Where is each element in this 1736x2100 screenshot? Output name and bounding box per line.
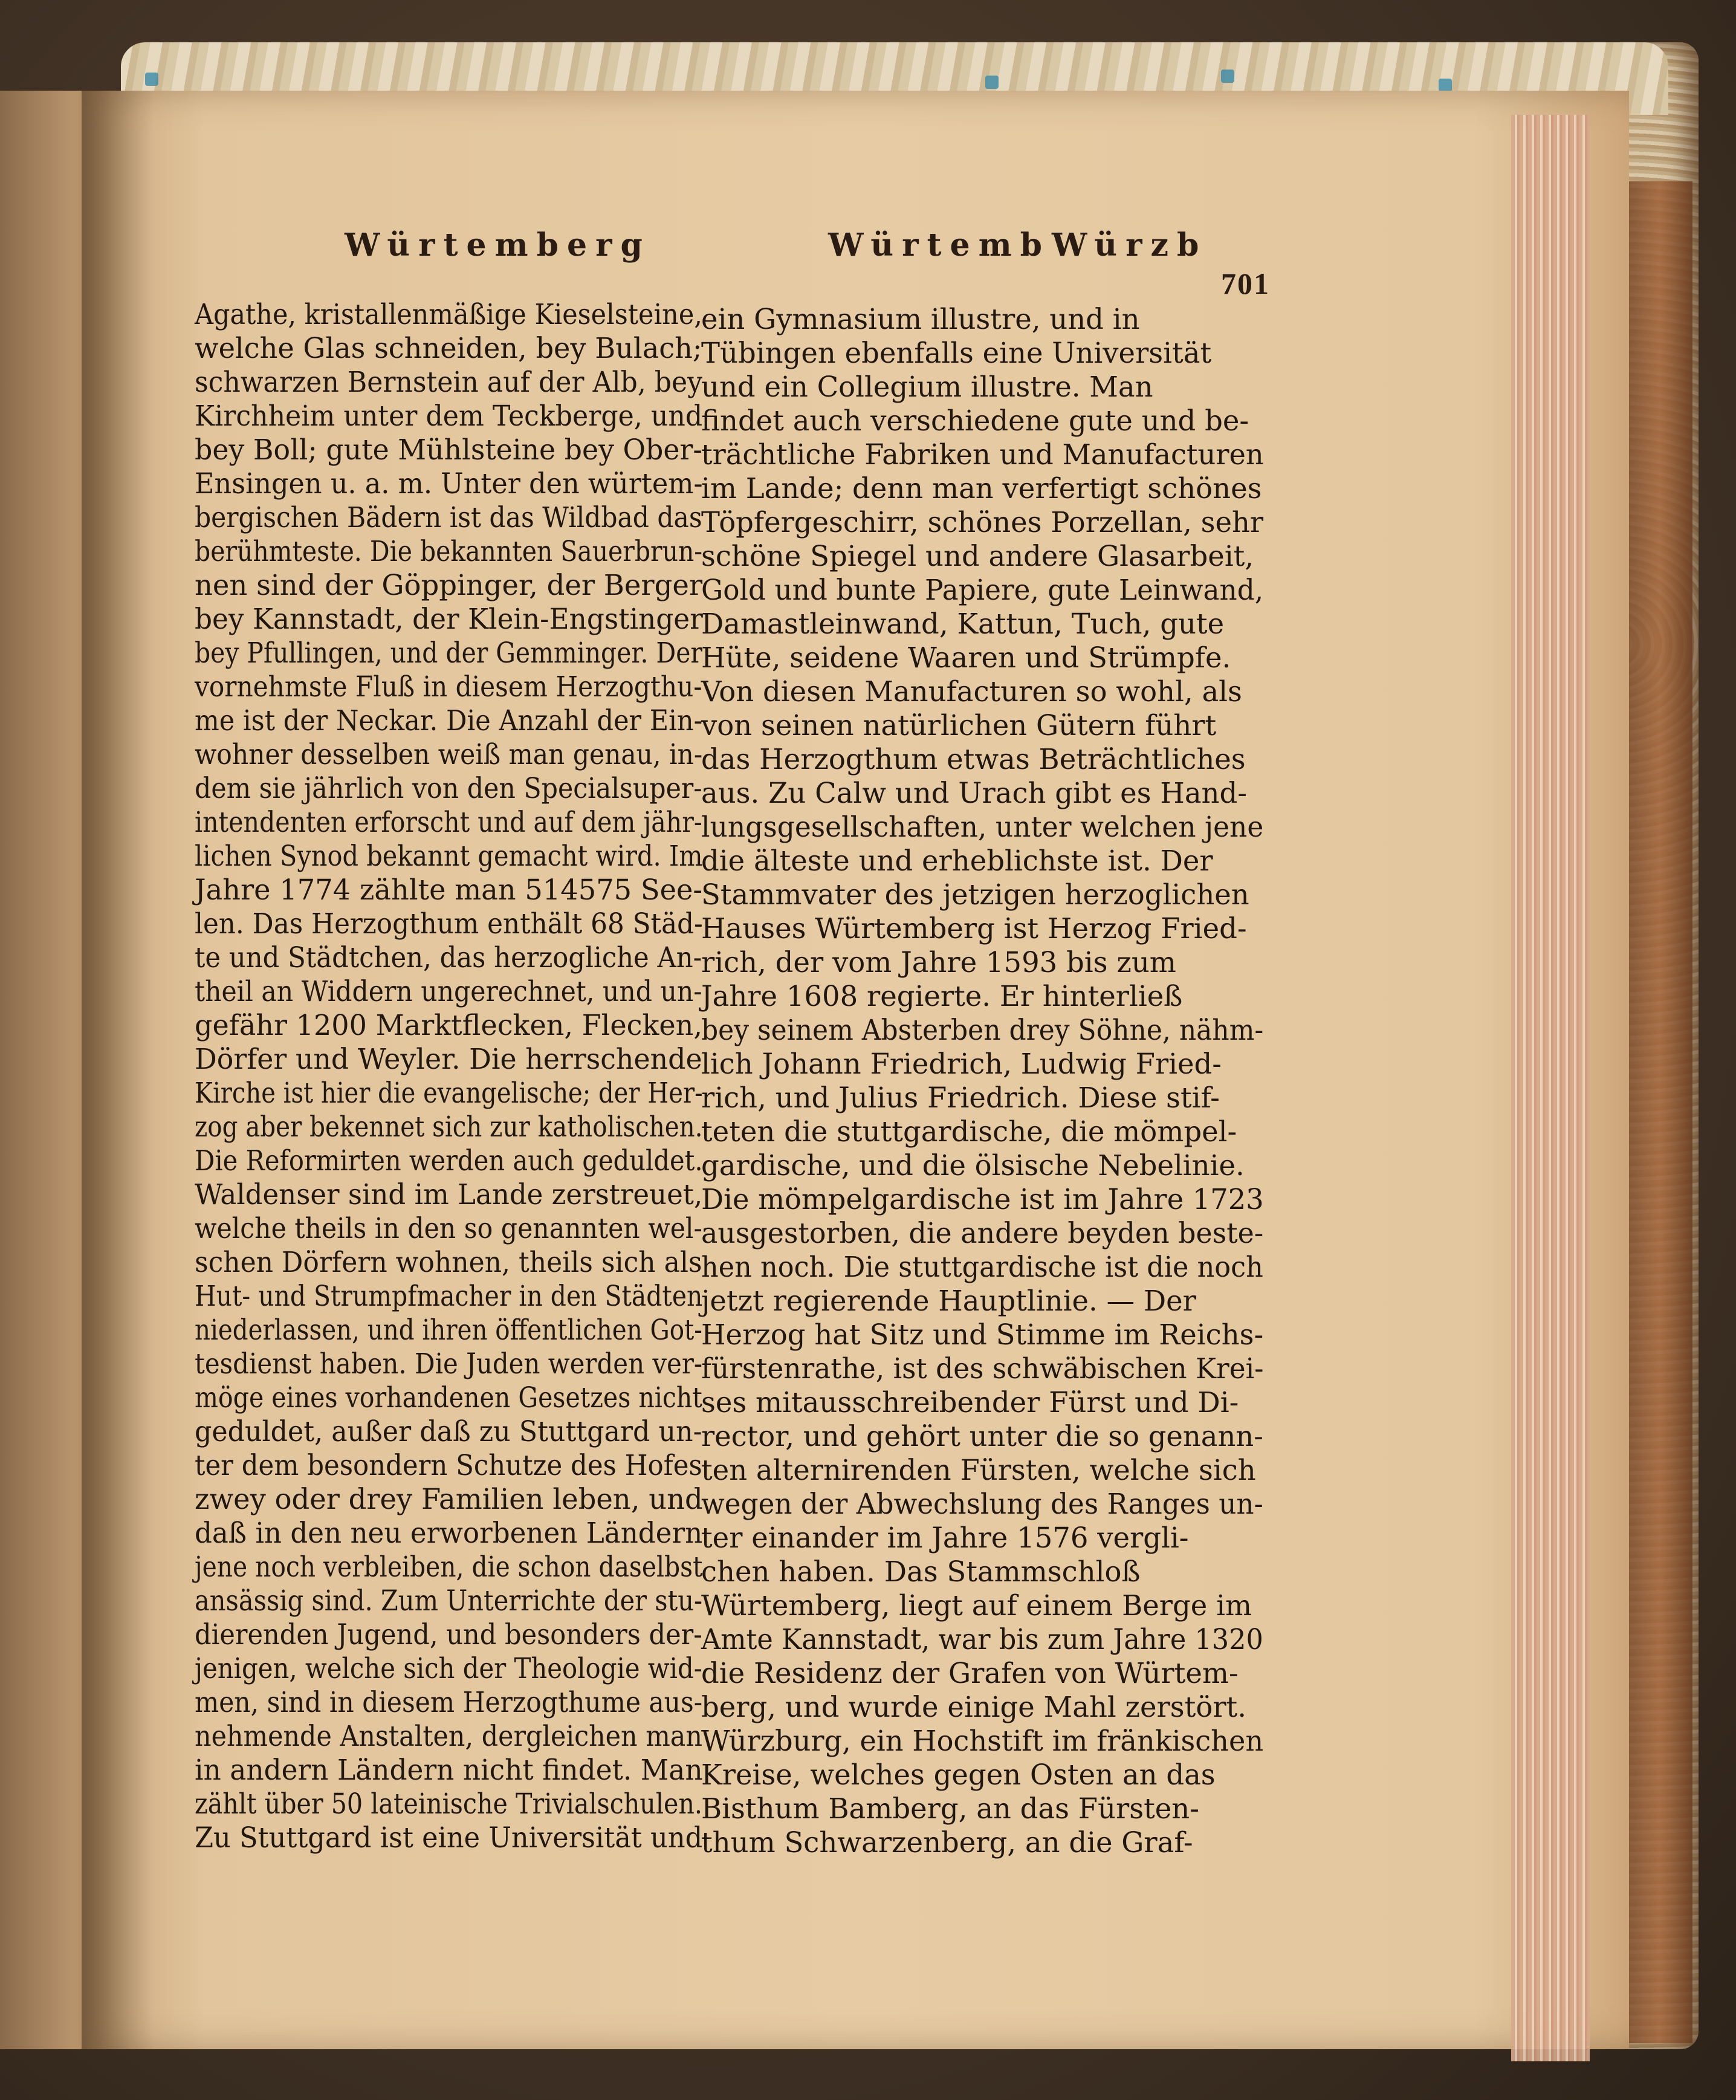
text-line: Bisthum Bamberg, an das Fürsten-	[701, 1792, 1199, 1825]
text-line: fürstenrathe, ist des schwäbischen Krei-	[701, 1352, 1264, 1385]
text-line: Tübingen ebenfalls eine Universität	[701, 337, 1212, 369]
leather-binding	[1626, 181, 1692, 2043]
text-line: ter einander im Jahre 1576 vergli-	[701, 1522, 1189, 1554]
text-line: zwey oder drey Familien leben, und	[195, 1483, 703, 1515]
text-line: die älteste und erheblichste ist. Der	[701, 844, 1213, 877]
text-line: daß in den neu erworbenen Ländern	[195, 1517, 703, 1549]
text-line: Gold und bunte Papiere, gute Leinwand,	[701, 574, 1264, 606]
text-line: Herzog hat Sitz und Stimme im Reichs-	[701, 1318, 1264, 1351]
text-line: Würtemberg, liegt auf einem Berge im	[701, 1589, 1252, 1622]
text-line: berühmteste. Die bekannten Sauerbrun-	[195, 535, 703, 568]
text-line: geduldet, außer daß zu Stuttgard un-	[195, 1415, 702, 1448]
text-line: men, sind in diesem Herzogthume aus-	[195, 1686, 703, 1719]
text-line: chen haben. Das Stammschloß	[701, 1555, 1141, 1588]
text-line: thum Schwarzenberg, an die Graf-	[701, 1826, 1193, 1859]
text-line: tesdienst haben. Die Juden werden ver-	[195, 1347, 703, 1380]
text-column-right	[701, 302, 1263, 1859]
text-line: lichen Synod bekannt gemacht wird. Im	[195, 840, 703, 872]
text-line: berg, und wurde einige Mahl zerstört.	[701, 1691, 1247, 1723]
text-line: ausgestorben, die andere beyden beste-	[701, 1217, 1264, 1249]
page-edges	[1511, 115, 1590, 2061]
text-line: Amte Kannstadt, war bis zum Jahre 1320	[701, 1623, 1263, 1656]
text-line: intendenten erforscht und auf dem jähr-	[195, 806, 702, 838]
text-line: Kirche ist hier die evangelische; der Her-	[195, 1077, 703, 1109]
text-line: bey Pfullingen, und der Gemminger. Der	[195, 637, 702, 669]
text-line: zog aber bekennet sich zur katholischen.	[195, 1110, 703, 1143]
text-line: findet auch verschiedene gute und be-	[701, 404, 1249, 437]
text-line: bey Kannstadt, der Klein-Engstinger	[195, 603, 703, 635]
text-line: gardische, und die ölsische Nebelinie.	[701, 1149, 1245, 1182]
text-line: dierenden Jugend, und besonders der-	[195, 1618, 702, 1651]
marbling-speck	[145, 73, 158, 86]
text-line: Hüte, seidene Waaren und Strümpfe.	[701, 641, 1231, 674]
marbling-speck	[985, 76, 999, 89]
text-line: Ensingen u. a. m. Unter den würtem-	[195, 467, 703, 500]
text-line: Hut- und Strumpfmacher in den Städten	[195, 1280, 703, 1312]
text-line: zählt über 50 lateinische Trivialschulen.	[195, 1787, 703, 1820]
text-line: Stammvater des jetzigen herzoglichen	[701, 878, 1249, 911]
text-line: bey Boll; gute Mühlsteine bey Ober-	[195, 433, 702, 466]
running-title-right-1: Würtemb	[828, 227, 1051, 264]
text-line: gefähr 1200 Marktflecken, Flecken,	[195, 1009, 703, 1042]
text-line: rich, der vom Jahre 1593 bis zum	[701, 946, 1176, 979]
text-line: lich Johann Friedrich, Ludwig Fried-	[701, 1048, 1222, 1080]
text-line: Kreise, welches gegen Osten an das	[701, 1758, 1216, 1791]
text-line: im Lande; denn man verfertigt schönes	[701, 472, 1262, 505]
text-line: schwarzen Bernstein auf der Alb, bey	[195, 366, 703, 398]
text-line: trächtliche Fabriken und Manufacturen	[701, 438, 1264, 471]
text-line: len. Das Herzogthum enthält 68 Städ-	[195, 907, 703, 940]
text-line: rector, und gehört unter die so genann-	[701, 1420, 1263, 1453]
text-line: theil an Widdern ungerechnet, und un-	[195, 975, 702, 1008]
text-line: ein Gymnasium illustre, und in	[701, 303, 1140, 335]
text-line: welche Glas schneiden, bey Bulach;	[195, 332, 702, 365]
text-line: Zu Stuttgard ist eine Universität und	[195, 1821, 703, 1854]
text-line: und ein Collegium illustre. Man	[701, 371, 1153, 403]
text-line: aus. Zu Calw und Urach gibt es Hand-	[701, 777, 1247, 809]
text-line: vornehmste Fluß in diesem Herzogthu-	[195, 670, 702, 703]
running-title-left: Würtemberg	[345, 227, 651, 264]
text-line: Von diesen Manufacturen so wohl, als	[701, 675, 1242, 708]
text-line: rich, und Julius Friedrich. Diese stif-	[701, 1081, 1220, 1114]
text-line: schen Dörfern wohnen, theils sich als	[195, 1246, 702, 1278]
text-line: ter dem besondern Schutze des Hofes	[195, 1449, 702, 1482]
text-line: möge eines vorhandenen Gesetzes nicht	[195, 1381, 702, 1414]
text-line: hen noch. Die stuttgardische ist die noch	[701, 1251, 1263, 1283]
text-line: bergischen Bädern ist das Wildbad das	[195, 501, 702, 534]
text-line: lungsgesellschaften, unter welchen jene	[701, 811, 1264, 843]
text-line: Die Reformirten werden auch geduldet.	[195, 1144, 703, 1177]
text-line: jetzt regierende Hauptlinie. — Der	[701, 1285, 1196, 1317]
text-line: von seinen natürlichen Gütern führt	[701, 709, 1217, 742]
text-line: Die mömpelgardische ist im Jahre 1723	[701, 1183, 1264, 1216]
text-line: Damastleinwand, Kattun, Tuch, gute	[701, 608, 1225, 640]
text-line: te und Städtchen, das herzogliche An-	[195, 941, 702, 974]
text-line: dem sie jährlich von den Specialsuper-	[195, 772, 702, 805]
marbling-speck	[1439, 79, 1452, 92]
text-line: Dörfer und Weyler. Die herrschende	[195, 1043, 702, 1075]
text-line: nen sind der Göppinger, der Berger	[195, 569, 703, 601]
text-line: bey seinem Absterben drey Söhne, nähm-	[701, 1014, 1264, 1046]
text-line: wohner desselben weiß man genau, in-	[195, 738, 703, 771]
text-line: Jahre 1774 zählte man 514575 See-	[195, 873, 703, 906]
text-line: Jahre 1608 regierte. Er hinterließ	[701, 980, 1183, 1013]
text-line: Töpfergeschirr, schönes Porzellan, sehr	[701, 506, 1264, 539]
marbling-speck	[1221, 70, 1234, 83]
text-line: niederlassen, und ihren öffentlichen Got-	[195, 1314, 702, 1346]
text-line: das Herzogthum etwas Beträchtliches	[701, 743, 1246, 776]
text-line: die Residenz der Grafen von Würtem-	[701, 1657, 1239, 1690]
running-title-right-2: Würzb	[1052, 227, 1208, 264]
text-line: jene noch verbleiben, die schon daselbst	[195, 1551, 703, 1583]
text-line: ansässig sind. Zum Unterrichte der stu-	[195, 1584, 703, 1617]
text-line: me ist der Neckar. Die Anzahl der Ein-	[195, 704, 703, 737]
text-line: schöne Spiegel und andere Glasarbeit,	[701, 540, 1254, 572]
text-line: Würzburg, ein Hochstift im fränkischen	[701, 1725, 1264, 1757]
text-line: teten die stuttgardische, die mömpel-	[701, 1115, 1237, 1148]
text-line: ten alternirenden Fürsten, welche sich	[701, 1454, 1256, 1486]
text-line: Agathe, kristallenmäßige Kieselsteine,	[195, 298, 702, 331]
text-line: jenigen, welche sich der Theologie wid-	[195, 1652, 702, 1685]
text-line: welche theils in den so genannten wel-	[195, 1212, 702, 1245]
gutter-shadow	[82, 91, 154, 2049]
text-line: Kirchheim unter dem Teckberge, und	[195, 400, 703, 432]
text-line: wegen der Abwechslung des Ranges un-	[701, 1488, 1263, 1520]
text-line: nehmende Anstalten, dergleichen man	[195, 1720, 702, 1752]
text-column-left	[195, 297, 702, 1855]
text-line: ses mitausschreibender Fürst und Di-	[701, 1386, 1239, 1419]
text-line: Waldenser sind im Lande zerstreuet,	[195, 1178, 703, 1211]
text-line: Hauses Würtemberg ist Herzog Fried-	[701, 912, 1247, 945]
text-line: in andern Ländern nicht findet. Man	[195, 1754, 703, 1786]
page-number: 701	[1221, 267, 1270, 300]
